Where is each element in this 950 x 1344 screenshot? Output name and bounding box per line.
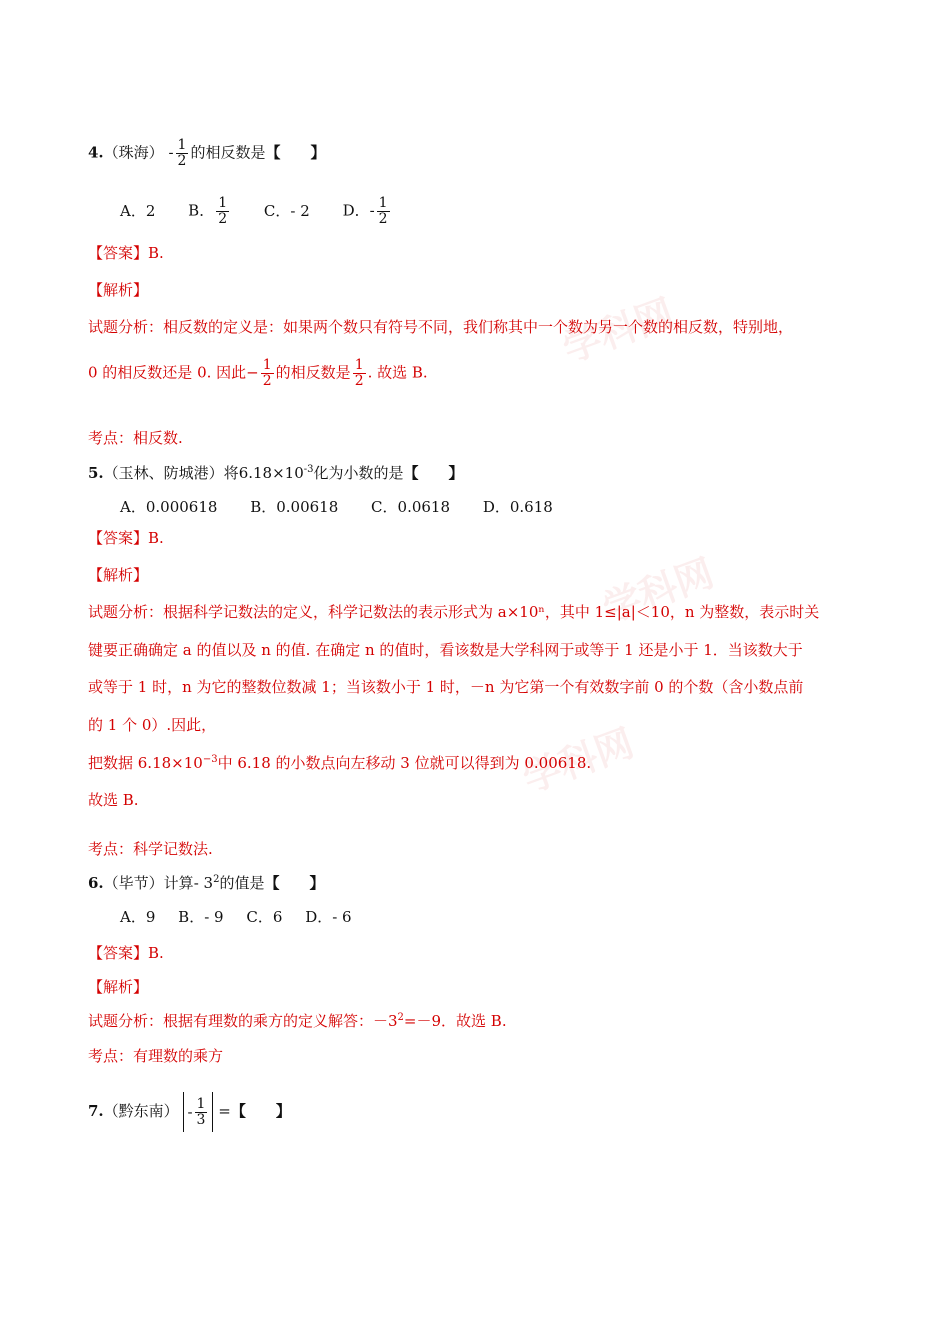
question-number: 7.	[88, 1102, 104, 1120]
question-source: （珠海）	[103, 143, 164, 162]
answer: 【答案】B.	[88, 244, 164, 262]
option-b: B．0.00618	[250, 498, 339, 516]
question-4-options	[120, 196, 420, 227]
question-5-stem: 5.（玉林、防城港）将$6.18\times 10^{-3}$化为小数的是【 】	[88, 464, 464, 482]
analysis-text: 试题分析：根据科学记数法的定义，科学记数法的表示形式为 a×10ⁿ，其中 1≤|a|＜10，n 为整数，表示时关	[88, 603, 820, 621]
option-d: D．- $\frac{1}{2}$	[342, 195, 388, 227]
knowledge-point: 考点：相反数.	[88, 429, 183, 447]
option-a: A．0.000618	[120, 498, 218, 516]
option-a: A．9	[120, 908, 156, 926]
question-number: 5.	[88, 464, 104, 482]
analysis-text: 故选 B.	[88, 791, 139, 809]
option-b: B．- 9	[178, 908, 224, 926]
analysis-heading: 【解析】	[88, 281, 149, 299]
answer: 【答案】B.	[88, 529, 164, 547]
watermark: 学科网	[597, 550, 720, 631]
fraction: $\frac{1}{2}$	[177, 137, 187, 169]
question-4-stem: 4.（珠海） - $\frac{1}{2}$ 的相反数是【 】	[88, 137, 326, 169]
analysis-text: 试题分析：相反数的定义是：如果两个数只有符号不同，我们称其中一个数为另一个数的相反数，特别地，	[88, 318, 794, 336]
analysis-text: 键要正确确定 a 的值以及 n 的值. 在确定 n 的值时，看该数是大学科网于或等于 1 还是小于 1．当该数大于	[88, 641, 803, 659]
analysis-text: 0 的相反数还是 0. 因此− $\frac{1}{2}$ 的相反数是 $\frac{1}{2}$ . 故选 B.	[88, 357, 428, 389]
question-6-stem: 6.（毕节）计算- $3^2$的值是【 】	[88, 874, 325, 892]
analysis-text: 或等于 1 时，n 为它的整数位数减 1；当该数小于 1 时，－n 为它第一个有效数字前 0 的个数（含小数点前	[88, 678, 804, 696]
question-number: 4.	[88, 143, 104, 162]
question-7-stem: 7.（黔东南） - $\frac{1}{3}$ =【 】	[88, 1092, 291, 1132]
analysis-text: 把数据 $6.18\times 10^{-3}$中 6.18 的小数点向左移动 3 位就可以得到为 0.00618.	[88, 754, 592, 772]
question-5-options	[120, 496, 581, 518]
option-c: C．0.0618	[371, 498, 451, 516]
option-b: B． $\frac{1}{2}$	[188, 195, 228, 227]
absolute-value: - $\frac{1}{3}$	[183, 1092, 213, 1132]
question-6-options	[120, 906, 370, 928]
knowledge-point: 考点：有理数的乘方	[88, 1047, 224, 1065]
analysis-text: 试题分析：根据有理数的乘方的定义解答：$-3^2=-9$．故选 B.	[88, 1012, 507, 1030]
analysis-heading: 【解析】	[88, 978, 149, 996]
option-d: D．- 6	[305, 908, 352, 926]
watermark: 学科网	[517, 720, 640, 801]
option-c: C．6	[246, 908, 283, 926]
knowledge-point: 考点：科学记数法.	[88, 840, 213, 858]
watermark: 学科网	[557, 290, 680, 371]
option-a: A．2	[120, 201, 156, 220]
option-d: D．0.618	[482, 498, 553, 516]
analysis-heading: 【解析】	[88, 566, 149, 584]
answer: 【答案】B.	[88, 944, 164, 962]
option-c: C．- 2	[263, 201, 310, 220]
question-number: 6.	[88, 874, 104, 892]
analysis-text: 的 1 个 0）.因此，	[88, 716, 217, 734]
